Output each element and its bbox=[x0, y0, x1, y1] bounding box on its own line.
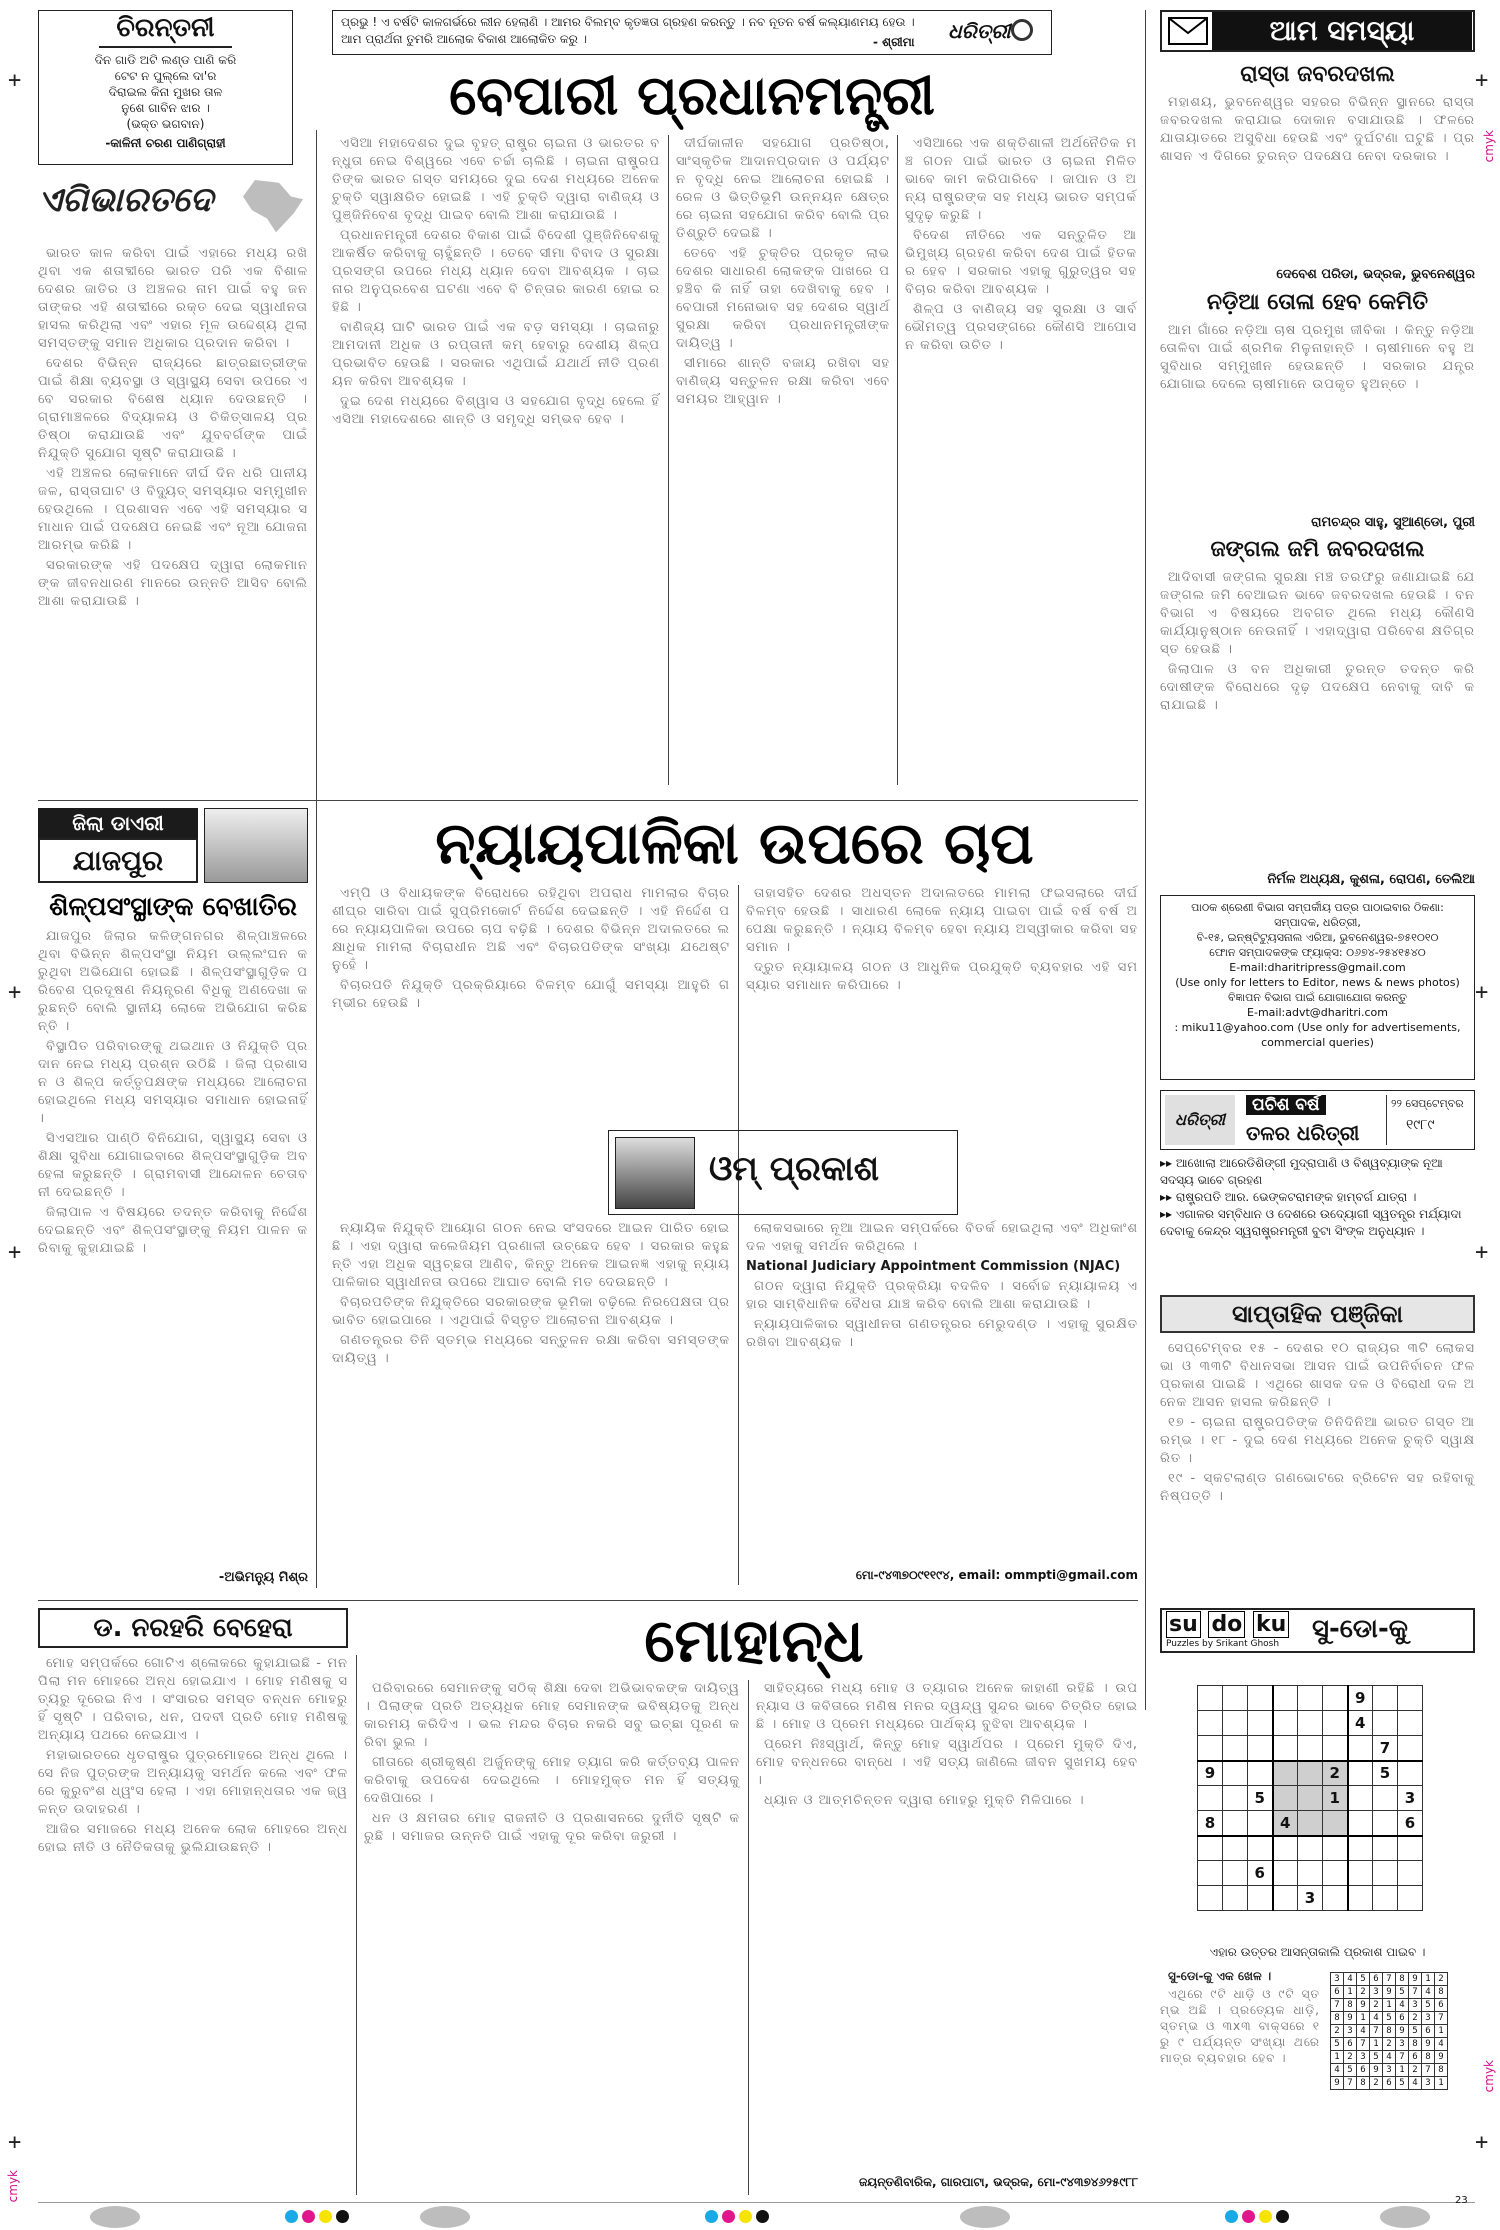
cmyk-mark: cmyk bbox=[1482, 2060, 1496, 2093]
ama-samasya-header bbox=[1160, 10, 1475, 52]
sudoku-cell[interactable] bbox=[1198, 1711, 1223, 1736]
sudoku-cell[interactable] bbox=[1273, 1761, 1298, 1786]
solution-cell: 2 bbox=[1409, 2064, 1422, 2077]
judiciary-contact: ମୋ-୯୪୩୭୦୯୧୧୯୪, email: ommpti@gmail.com bbox=[855, 1568, 1138, 1582]
sudoku-cell[interactable] bbox=[1248, 1736, 1273, 1761]
solution-cell: 1 bbox=[1422, 1973, 1435, 1986]
solution-cell: 8 bbox=[1435, 2064, 1448, 2077]
sudoku-cell[interactable] bbox=[1298, 1761, 1323, 1786]
sudoku-cell[interactable] bbox=[1323, 1686, 1348, 1711]
sudoku-grid bbox=[1197, 1685, 1423, 1911]
sudoku-cell[interactable]: 5 bbox=[1373, 1761, 1398, 1786]
temple-photo bbox=[204, 808, 308, 883]
email-link-press[interactable]: E-mail:dharitripress@gmail.com bbox=[1229, 961, 1406, 974]
sudoku-cell[interactable]: 1 bbox=[1323, 1786, 1348, 1811]
solution-cell: 2 bbox=[1357, 1986, 1370, 1999]
solution-cell: 1 bbox=[1331, 2051, 1344, 2064]
solution-cell: 9 bbox=[1435, 2051, 1448, 2064]
solution-cell: 3 bbox=[1409, 1999, 1422, 2012]
solution-cell: 2 bbox=[1383, 2038, 1396, 2051]
sudoku-cell[interactable]: 7 bbox=[1373, 1736, 1398, 1761]
sudoku-cell[interactable] bbox=[1248, 1836, 1273, 1861]
solution-cell: 4 bbox=[1383, 2051, 1396, 2064]
cyan-dot bbox=[1225, 2210, 1238, 2223]
story-rasta-title: ରାସ୍ତା ଜବରଦଖଲ bbox=[1240, 62, 1395, 87]
chirantani-title: ଚିରନ୍ତନୀ bbox=[116, 13, 215, 43]
story-nadia-title: ନଡ଼ିଆ ତୋଳା ହେବ କେମିତି bbox=[1206, 290, 1429, 315]
sudoku-cell[interactable] bbox=[1348, 1886, 1373, 1911]
sudoku-cell[interactable]: 3 bbox=[1298, 1886, 1323, 1911]
judiciary-col-2b: ଲୋକସଭାରେ ନୂଆ ଆଇନ ସମ୍ପର୍କରେ ବିତର୍କ ହୋଇଥିଲା ଏବଂ ଅଧିକାଂଶ ଦଳ ଏହାକୁ ସମର୍ଥନ କରିଥିଲେ । National Judiciary Appointment Commission (NJAC) ଗଠନ ଦ୍ୱାରା ନିଯୁକ୍ତି ପ୍ରକ୍ରିୟା ବଦଳିବ । ସର୍ବୋଚ୍ଚ ନ୍ୟାୟାଳୟ ଏହାର ସାମ୍ବିଧାନିକ ବୈଧତା ଯାଞ୍ଚ କରିବ ବୋଲି ଆଶା କରାଯାଉଛି । ନ୍ୟାୟପାଳିକାର ସ୍ୱାଧୀନତା ଗଣତନ୍ତ୍ରର ମେରୁଦଣ୍ଡ । ଏହାକୁ ସୁରକ୍ଷିତ ରଖିବା ଆବଶ୍ୟକ । bbox=[746, 1221, 1138, 1350]
solution-cell: 3 bbox=[1422, 2012, 1435, 2025]
solution-cell: 3 bbox=[1344, 2025, 1357, 2038]
solution-cell: 6 bbox=[1331, 1986, 1344, 1999]
sudoku-cell[interactable]: 2 bbox=[1323, 1761, 1348, 1786]
sudoku-cell[interactable] bbox=[1348, 1761, 1373, 1786]
solution-cell: 1 bbox=[1344, 1986, 1357, 1999]
sudoku-cell[interactable]: 4 bbox=[1348, 1711, 1373, 1736]
solution-cell: 8 bbox=[1383, 2025, 1396, 2038]
sudoku-cell[interactable] bbox=[1248, 1711, 1273, 1736]
pachisa-barsha-box bbox=[1160, 1090, 1475, 1150]
solution-cell: 6 bbox=[1383, 2077, 1396, 2090]
sudoku-cell[interactable] bbox=[1398, 1861, 1423, 1886]
solution-cell: 3 bbox=[1357, 2051, 1370, 2064]
registration-mark: + bbox=[8, 980, 22, 1005]
sudoku-cell[interactable] bbox=[1398, 1736, 1423, 1761]
solution-cell: 5 bbox=[1383, 2012, 1396, 2025]
solution-cell: 5 bbox=[1409, 2025, 1422, 2038]
top-quote-box bbox=[332, 10, 1052, 55]
sudoku-odia-title: ସୁ-ଡୋ-କୁ bbox=[1312, 1614, 1408, 1644]
magenta-dot bbox=[1242, 2210, 1255, 2223]
solution-cell: 7 bbox=[1383, 1973, 1396, 1986]
solution-cell: 3 bbox=[1370, 1986, 1383, 1999]
solution-cell: 3 bbox=[1383, 2064, 1396, 2077]
sudoku-cell[interactable] bbox=[1273, 1836, 1298, 1861]
sudoku-cell[interactable] bbox=[1223, 1886, 1248, 1911]
sudoku-cell[interactable] bbox=[1323, 1711, 1348, 1736]
sudoku-cell[interactable] bbox=[1273, 1786, 1298, 1811]
sudoku-cell[interactable] bbox=[1273, 1711, 1298, 1736]
editorial-headline: ବେପାରୀ ପ୍ରଧାନମନ୍ତ୍ରୀ bbox=[449, 64, 935, 127]
solution-cell: 8 bbox=[1396, 1973, 1409, 1986]
registration-oval bbox=[960, 2206, 1010, 2228]
sudoku-cell[interactable] bbox=[1223, 1861, 1248, 1886]
solution-cell: 2 bbox=[1331, 2025, 1344, 2038]
solution-cell: 4 bbox=[1344, 1973, 1357, 1986]
sudoku-cell[interactable] bbox=[1223, 1836, 1248, 1861]
pachisa-date-1: ୨୨ ସେପ୍ଟେମ୍ବର bbox=[1391, 1097, 1464, 1110]
solution-cell: 9 bbox=[1409, 1973, 1422, 1986]
solution-cell: 6 bbox=[1409, 2051, 1422, 2064]
sudoku-cell[interactable]: 6 bbox=[1248, 1861, 1273, 1886]
solution-cell: 7 bbox=[1422, 2064, 1435, 2077]
mohandha-headline: ମୋହାନ୍ଧ bbox=[644, 1606, 864, 1676]
judiciary-col-2a: ତାହାସହିତ ଦେଶର ଅଧସ୍ତନ ଅଦାଲତରେ ମାମଲା ଫଇସଲାରେ ଦୀର୍ଘ ବିଳମ୍ବ ହେଉଛି । ସାଧାରଣ ଲୋକେ ନ୍ୟାୟ ପାଇବା ପାଇଁ ବର୍ଷ ବର୍ଷ ଅପେକ୍ଷା କରୁଛନ୍ତି । ନ୍ୟାୟ ବିଳମ୍ବ ହେବା ନ୍ୟାୟ ଅସ୍ୱୀକାର କରିବା ସହ ସମାନ । ଦ୍ରୁତ ନ୍ୟାୟାଳୟ ଗଠନ ଓ ଆଧୁନିକ ପ୍ରଯୁକ୍ତି ବ୍ୟବହାର ଏହି ସମସ୍ୟାର ସମାଧାନ କରିପାରେ । bbox=[746, 886, 1138, 993]
editorial-col-2: ଦୀର୍ଘକାଳୀନ ସହଯୋଗ ପ୍ରତିଷ୍ଠା, ସାଂସ୍କୃତିକ ଆଦାନପ୍ରଦାନ ଓ ପର୍ଯ୍ୟଟନ ବୃଦ୍ଧି ନେଇ ଆଲୋଚନା ହୋଇଛି । ରେଳ ଓ ଭିତ୍ତିଭୂମି ଉନ୍ନୟନ କ୍ଷେତ୍ରରେ ଚାଇନା ସହଯୋଗ କରିବ ବୋଲି ପ୍ରତିଶ୍ରୁତି ଦେଇଛି । ତେବେ ଏହି ଚୁକ୍ତିର ପ୍ରକୃତ ଲାଭ ଦେଶର ସାଧାରଣ ଲୋକଙ୍କ ପାଖରେ ପହଞ୍ଚିବ କି ନାହିଁ ତାହା ଦେଖିବାକୁ ହେବ । ବେପାରୀ ମନୋଭାବ ସହ ଦେଶର ସ୍ୱାର୍ଥ ସୁରକ୍ଷା କରିବା ପ୍ରଧାନମନ୍ତ୍ରୀଙ୍କ ଦାୟିତ୍ୱ । ସୀମାରେ ଶାନ୍ତି ବଜାୟ ରଖିବା ସହ ବାଣିଜ୍ୟ ସନ୍ତୁଳନ ରକ୍ଷା କରିବା ଏବେ ସମୟର ଆହ୍ୱାନ । bbox=[676, 136, 890, 407]
solution-cell: 7 bbox=[1435, 2012, 1448, 2025]
zilla-diary-label: ଜିଲା ଡାଏରୀ bbox=[38, 808, 198, 838]
sudoku-cell[interactable] bbox=[1298, 1736, 1323, 1761]
editorial-col-1: ଏସିଆ ମହାଦେଶର ଦୁଇ ବୃହତ୍ ରାଷ୍ଟ୍ର ଚାଇନା ଓ ଭାରତର ବନ୍ଧୁତା ନେଇ ବିଶ୍ୱରେ ଏବେ ଚର୍ଚ୍ଚା ଚାଲିଛି । ଚାଇନା ରାଷ୍ଟ୍ରପତିଙ୍କ ଭାରତ ଗସ୍ତ ସମୟରେ ଦୁଇ ଦେଶ ମଧ୍ୟରେ ଅନେକ ଚୁକ୍ତି ସ୍ୱାକ୍ଷରିତ ହୋଇଛି । ଏହି ଚୁକ୍ତି ଦ୍ୱାରା ବାଣିଜ୍ୟ ଓ ପୁଞ୍ଜିନିବେଶ ବୃଦ୍ଧି ପାଇବ ବୋଲି ଆଶା କରାଯାଉଛି । ପ୍ରଧାନମନ୍ତ୍ରୀ ଦେଶର ବିକାଶ ପାଇଁ ବିଦେଶୀ ପୁଞ୍ଜିନିବେଶକୁ ଆକର୍ଷିତ କରିବାକୁ ଚାହୁଁଛନ୍ତି । ତେବେ ସୀମା ବିବାଦ ଓ ସୁରକ୍ଷା ପ୍ରସଙ୍ଗ ଉପରେ ମଧ୍ୟ ଧ୍ୟାନ ଦେବା ଆବଶ୍ୟକ । ଚାଇନାର ଅନୁପ୍ରବେଶ ଘଟଣା ଏବେ ବି ଚିନ୍ତାର କାରଣ ହୋଇ ରହିଛି । ବାଣିଜ୍ୟ ଘାଟି ଭାରତ ପାଇଁ ଏକ ବଡ଼ ସମସ୍ୟା । ଚାଇନାରୁ ଆମଦାନୀ ଅଧିକ ଓ ରପ୍ତାନୀ କମ୍ ହେବାରୁ ଦେଶୀୟ ଶିଳ୍ପ ପ୍ରଭାବିତ ହେଉଛି । ସରକାର ଏଥିପାଇଁ ଯଥାର୍ଥ ନୀତି ପ୍ରଣୟନ କରିବା ଆବଶ୍ୟକ । ଦୁଇ ଦେଶ ମଧ୍ୟରେ ବିଶ୍ୱାସ ଓ ସହଯୋଗ ବୃଦ୍ଧି ହେଲେ ହିଁ ଏସିଆ ମହାଦେଶରେ ଶାନ୍ତି ଓ ସମୃଦ୍ଧି ସମ୍ଭବ ହେବ । bbox=[332, 136, 660, 427]
pachisa-items bbox=[1160, 1155, 1475, 1240]
cyan-dot bbox=[705, 2210, 718, 2223]
solution-cell: 9 bbox=[1370, 2064, 1383, 2077]
solution-cell: 9 bbox=[1422, 2038, 1435, 2051]
solution-cell: 9 bbox=[1357, 1999, 1370, 2012]
sudoku-cell[interactable] bbox=[1373, 1686, 1398, 1711]
sudoku-cell[interactable]: 9 bbox=[1348, 1686, 1373, 1711]
sudoku-cell[interactable] bbox=[1248, 1686, 1273, 1711]
mohandha-col-2: ପରିବାରରେ ସେମାନଙ୍କୁ ସଠିକ୍ ଶିକ୍ଷା ଦେବା ଅଭିଭାବକଙ୍କ ଦାୟିତ୍ୱ । ପିଲାଙ୍କ ପ୍ରତି ଅତ୍ୟଧିକ ମୋହ ସେମାନଙ୍କ ଭବିଷ୍ୟତକୁ ଅନ୍ଧକାରମୟ କରିଦିଏ । ଭଲ ମନ୍ଦର ବିଚାର ନକରି ସବୁ ଇଚ୍ଛା ପୂରଣ କରିବା ଭୁଲ । ଗୀତାରେ ଶ୍ରୀକୃଷ୍ଣ ଅର୍ଜୁନଙ୍କୁ ମୋହ ତ୍ୟାଗ କରି କର୍ତ୍ତବ୍ୟ ପାଳନ କରିବାକୁ ଉପଦେଶ ଦେଇଥିଲେ । ମୋହମୁକ୍ତ ମନ ହିଁ ସତ୍ୟକୁ ଦେଖିପାରେ । ଧନ ଓ କ୍ଷମତାର ମୋହ ରାଜନୀତି ଓ ପ୍ରଶାସନରେ ଦୁର୍ନୀତି ସୃଷ୍ଟି କରୁଛି । ସମାଜର ଉନ୍ନତି ପାଇଁ ଏହାକୁ ଦୂର କରିବା ଜରୁରୀ । bbox=[364, 1681, 740, 1844]
solution-cell: 4 bbox=[1422, 1986, 1435, 1999]
sudoku-cell[interactable] bbox=[1373, 1711, 1398, 1736]
black-dot bbox=[1276, 2210, 1289, 2223]
sudoku-cell[interactable] bbox=[1248, 1811, 1273, 1836]
solution-cell: 6 bbox=[1422, 2025, 1435, 2038]
pachisa-title-2: ତଳର ଧରିତ୍ରୀ bbox=[1246, 1121, 1360, 1145]
sudoku-cell[interactable] bbox=[1348, 1836, 1373, 1861]
solution-cell: 9 bbox=[1396, 2025, 1409, 2038]
sudoku-cell[interactable] bbox=[1198, 1861, 1223, 1886]
bharatbarsha-title: ଏଗିଭାରତଦେ bbox=[38, 180, 213, 220]
sudoku-cell[interactable] bbox=[1373, 1811, 1398, 1836]
cmyk-mark: cmyk bbox=[6, 2170, 20, 2203]
yellow-dot bbox=[739, 2210, 752, 2223]
solution-cell: 8 bbox=[1344, 1999, 1357, 2012]
sudoku-cell[interactable] bbox=[1273, 1736, 1298, 1761]
sudoku-cell[interactable] bbox=[1273, 1686, 1298, 1711]
solution-cell: 1 bbox=[1357, 2012, 1370, 2025]
sudoku-cell[interactable] bbox=[1198, 1686, 1223, 1711]
page-number: 23 bbox=[1455, 2195, 1468, 2206]
solution-cell: 5 bbox=[1396, 1986, 1409, 1999]
sudoku-cell[interactable] bbox=[1298, 1861, 1323, 1886]
solution-cell: 7 bbox=[1344, 2077, 1357, 2090]
solution-cell: 3 bbox=[1422, 2077, 1435, 2090]
sudoku-cell[interactable] bbox=[1223, 1761, 1248, 1786]
sudoku-cell[interactable] bbox=[1323, 1861, 1348, 1886]
sudoku-cell[interactable] bbox=[1223, 1786, 1248, 1811]
solution-cell: 5 bbox=[1370, 2051, 1383, 2064]
solution-cell: 2 bbox=[1370, 2077, 1383, 2090]
pachisa-item: ▸▸ ଆଖୋଲା ଆରେଡିଶିଙ୍ଗୀ ମୁଦ୍ରାପାଣି ଓ ବିଶ୍ୱବ୍ୟାଙ୍କ ନୂଆ ସଦସ୍ୟ ଭାବେ ଗ୍ରହଣ bbox=[1160, 1156, 1443, 1187]
story-jungle-sign: ନିର୍ମଳ ଅଧ୍ୟକ୍ଷ, କୁଶଳା, ରୋପଣ, ତେଲିଆ bbox=[1267, 872, 1475, 887]
sudoku-cell[interactable] bbox=[1198, 1886, 1223, 1911]
solution-cell: 5 bbox=[1396, 2077, 1409, 2090]
registration-mark: + bbox=[1475, 2130, 1489, 2155]
pachisa-date-2: ୧୯୮୯ bbox=[1406, 1117, 1435, 1133]
solution-cell: 4 bbox=[1370, 2012, 1383, 2025]
pachisa-item: ▸▸ ରାଷ୍ଟ୍ରପତି ଆର. ଭେଙ୍କଟରାମଙ୍କ ହାମ୍‌ବର୍ଗ ଯାତ୍ରା । bbox=[1160, 1190, 1417, 1204]
registration-mark: + bbox=[8, 2130, 22, 2155]
sudoku-cell[interactable]: 3 bbox=[1398, 1786, 1423, 1811]
sudoku-cell[interactable] bbox=[1323, 1736, 1348, 1761]
solution-cell: 7 bbox=[1370, 2025, 1383, 2038]
ama-samasya-title: ଆମ ସମସ୍ୟା bbox=[1212, 12, 1472, 50]
mohandha-col-1: ମୋହ ସମ୍ପର୍କରେ ଗୋଟିଏ ଶ୍ଳୋକରେ କୁହାଯାଇଛି - ମନ ପିଲା ମନ ମୋହରେ ଅନ୍ଧ ହୋଇଯାଏ । ମୋହ ମଣିଷକୁ ସତ୍ୟରୁ ଦୂରେଇ ନିଏ । ସଂସାରର ସମସ୍ତ ବନ୍ଧନ ମୋହରୁ ହିଁ ସୃଷ୍ଟି । ପରିବାର, ଧନ, ପଦବୀ ପ୍ରତି ମୋହ ମଣିଷକୁ ଅନ୍ୟାୟ ପଥରେ ନେଇଯାଏ । ମହାଭାରତରେ ଧୃତରାଷ୍ଟ୍ର ପୁତ୍ରମୋହରେ ଅନ୍ଧ ଥିଲେ । ସେ ନିଜ ପୁତ୍ରଙ୍କ ଅନ୍ୟାୟକୁ ସମର୍ଥନ କଲେ ଏବଂ ଫଳରେ କୁରୁବଂଶ ଧ୍ୱଂସ ହେଲା । ଏହା ମୋହାନ୍ଧତାର ଏକ ଜ୍ୱଳନ୍ତ ଉଦାହରଣ । ଆଜିର ସମାଜରେ ମଧ୍ୟ ଅନେକ ଲୋକ ମୋହରେ ଅନ୍ଧ ହୋଇ ନୀତି ଓ ନୈତିକତାକୁ ଭୁଲିଯାଉଛନ୍ତି । bbox=[38, 1656, 348, 1855]
sudoku-cell[interactable] bbox=[1223, 1711, 1248, 1736]
story-rasta-body: ମହାଶୟ, ଭୁବନେଶ୍ୱର ସହରର ବିଭିନ୍ନ ସ୍ଥାନରେ ରାସ୍ତା ଜବରଦଖଲ କରାଯାଇ ଦୋକାନ ବସାଯାଉଛି । ଫଳରେ ଯାତାୟାତରେ ଅସୁବିଧା ହେଉଛି ଏବଂ ଦୁର୍ଘଟଣା ଘଟୁଛି । ପ୍ରଶାସନ ଏ ଦିଗରେ ତୁରନ୍ତ ପଦକ୍ଷେପ ନେବା ଦରକାର । bbox=[1160, 95, 1475, 164]
sudoku-cell[interactable] bbox=[1273, 1861, 1298, 1886]
zilla-diary-district: ଯାଜପୁର bbox=[38, 838, 198, 883]
sudoku-cell[interactable] bbox=[1298, 1836, 1323, 1861]
sudoku-cell[interactable] bbox=[1373, 1886, 1398, 1911]
sudoku-cell[interactable] bbox=[1198, 1836, 1223, 1861]
sudoku-cell[interactable] bbox=[1248, 1886, 1273, 1911]
black-dot bbox=[336, 2210, 349, 2223]
bharatbarsha-article: ଭାରତ କାଳ କରିବା ପାଇଁ ଏହାରେ ମଧ୍ୟ ରଖି ଥିବା ଏକ ଶତାବ୍ଦୀରେ ଭାରତ ପରି ଏକ ବିଶାଳ ଦେଶର ଜାତିର ଓ ଅଞ୍ଚଳର ନାମ ପାଇଁ ବହୁ ଜନତାଙ୍କର ଏହି ଶତାବ୍ଦୀରେ ରକ୍ତ ଦେଇ ସ୍ୱାଧୀନତା ହାସଲ କରିଥିଲା ଏବଂ ଏହାର ମୂଳ ଉଦ୍ଦେଶ୍ୟ ଥିଲା ସମସ୍ତଙ୍କୁ ସମାନ ଅଧିକାର ପ୍ରଦାନ କରିବା । ଦେଶର ବିଭିନ୍ନ ରାଜ୍ୟରେ ଛାତ୍ରଛାତ୍ରୀଙ୍କ ପାଇଁ ଶିକ୍ଷା ବ୍ୟବସ୍ଥା ଓ ସ୍ୱାସ୍ଥ୍ୟ ସେବା ଉପରେ ଏବେ ସରକାର ବିଶେଷ ଧ୍ୟାନ ଦେଉଛନ୍ତି । ଗ୍ରାମାଞ୍ଚଳରେ ବିଦ୍ୟାଳୟ ଓ ଚିକିତ୍ସାଳୟ ପ୍ରତିଷ୍ଠା କରାଯାଉଛି ଏବଂ ଯୁବବର୍ଗଙ୍କ ପାଇଁ ନିଯୁକ୍ତି ସୁଯୋଗ ସୃଷ୍ଟି କରାଯାଉଛି । ଏହି ଅଞ୍ଚଳର ଲୋକମାନେ ଦୀର୍ଘ ଦିନ ଧରି ପାନୀୟ ଜଳ, ରାସ୍ତାଘାଟ ଓ ବିଦ୍ୟୁତ୍ ସମସ୍ୟାର ସମ୍ମୁଖୀନ ହେଉଥିଲେ । ପ୍ରଶାସନ ଏବେ ଏହି ସମସ୍ୟାର ସମାଧାନ ପାଇଁ ପଦକ୍ଷେପ ନେଇଛି ଏବଂ ନୂଆ ଯୋଜନା ଆରମ୍ଭ କରିଛି । ସରକାରଙ୍କ ଏହି ପଦକ୍ଷେପ ଦ୍ୱାରା ଲୋକମାନଙ୍କ ଜୀବନଧାରଣ ମାନରେ ଉନ୍ନତି ଆସିବ ବୋଲି ଆଶା କରାଯାଉଛି । bbox=[38, 246, 308, 609]
sudoku-cell[interactable] bbox=[1323, 1836, 1348, 1861]
zilla-author: -ଅଭିମନ୍ୟୁ ମିଶ୍ର bbox=[218, 1570, 308, 1585]
magenta-dot bbox=[722, 2210, 735, 2223]
solution-cell: 4 bbox=[1331, 2064, 1344, 2077]
sudoku-cell[interactable] bbox=[1398, 1836, 1423, 1861]
solution-cell: 1 bbox=[1435, 2077, 1448, 2090]
dharitri-logo: ଧରିତ୍ରୀ bbox=[948, 19, 1011, 43]
solution-cell: 5 bbox=[1331, 2038, 1344, 2051]
solution-cell: 8 bbox=[1331, 2012, 1344, 2025]
solution-cell: 1 bbox=[1435, 2025, 1448, 2038]
yellow-dot bbox=[1259, 2210, 1272, 2223]
sudoku-rules: ସୁ-ଡୋ-କୁ ଏକ ଖେଳ । ଏଥିରେ ୯ଟି ଧାଡ଼ି ଓ ୯ଟି ସ୍ତମ୍ଭ ଅଛି । ପ୍ରତ୍ୟେକ ଧାଡ଼ି, ସ୍ତମ୍ଭ ଓ ୩x୩ ବାକ୍ସରେ ୧ରୁ ୯ ପର୍ଯ୍ୟନ୍ତ ସଂଖ୍ୟା ଥରେ ମାତ୍ର ବ୍ୟବହାର ହେବ । bbox=[1160, 1969, 1320, 2065]
solution-cell: 1 bbox=[1396, 2064, 1409, 2077]
solution-cell: 4 bbox=[1357, 2025, 1370, 2038]
solution-cell: 3 bbox=[1396, 2038, 1409, 2051]
solution-cell: 6 bbox=[1396, 2012, 1409, 2025]
solution-cell: 1 bbox=[1383, 1999, 1396, 2012]
judiciary-col-1a: ଏମ୍‌ପି ଓ ବିଧାୟକଙ୍କ ବିରୋଧରେ ରହିଥିବା ଅପରାଧ ମାମଲାର ବିଚାର ଶୀଘ୍ର ସାରିବା ପାଇଁ ସୁପ୍ରିମକୋର୍ଟ ନିର୍ଦ୍ଦେଶ ଦେଇଛନ୍ତି । ଏହି ନିର୍ଦ୍ଦେଶ ପରେ ନ୍ୟାୟପାଳିକା ଉପରେ ଚାପ ବଢ଼ିଛି । ଦେଶର ବିଭିନ୍ନ ଅଦାଲତରେ ଲକ୍ଷାଧିକ ମାମଲା ବିଚାରାଧୀନ ଅଛି ଏବଂ ବିଚାରପତିଙ୍କ ସଂଖ୍ୟା ଯଥେଷ୍ଟ ନୁହେଁ । ବିଚାରପତି ନିଯୁକ୍ତି ପ୍ରକ୍ରିୟାରେ ବିଳମ୍ବ ଯୋଗୁଁ ସମସ୍ୟା ଆହୁରି ଗମ୍ଭୀର ହେଉଛି । bbox=[332, 886, 730, 1011]
story-nadia-sign: ରାମଚନ୍ଦ୍ର ସାହୁ, ସୁଆଣ୍ଡୋ, ପୁରୀ bbox=[1311, 515, 1475, 530]
yellow-dot bbox=[319, 2210, 332, 2223]
sudoku-cell[interactable]: 6 bbox=[1398, 1811, 1423, 1836]
solution-cell: 9 bbox=[1331, 2077, 1344, 2090]
author-box bbox=[608, 1130, 958, 1215]
solution-cell: 2 bbox=[1409, 2012, 1422, 2025]
sudoku-cell[interactable] bbox=[1398, 1711, 1423, 1736]
sudoku-cell[interactable] bbox=[1398, 1761, 1423, 1786]
magenta-dot bbox=[302, 2210, 315, 2223]
envelope-icon bbox=[1168, 17, 1208, 45]
judiciary-col-1b: ନ୍ୟାୟିକ ନିଯୁକ୍ତି ଆୟୋଗ ଗଠନ ନେଇ ସଂସଦରେ ଆଇନ ପାରିତ ହୋଇଛି । ଏହା ଦ୍ୱାରା କଲେଜିୟମ ପ୍ରଣାଳୀ ଉଚ୍ଛେଦ ହେବ । ସରକାର କହୁଛନ୍ତି ଏହା ଅଧିକ ସ୍ୱଚ୍ଛତା ଆଣିବ, କିନ୍ତୁ ଅନେକ ଆଇନଜ୍ଞ ଏହାକୁ ନ୍ୟାୟପାଳିକାର ସ୍ୱାଧୀନତା ଉପରେ ଆଘାତ ବୋଲି ମତ ଦେଉଛନ୍ତି । ବିଚାରପତିଙ୍କ ନିଯୁକ୍ତିରେ ସରକାରଙ୍କ ଭୂମିକା ବଢ଼ିଲେ ନିରପେକ୍ଷତା ପ୍ରଭାବିତ ହୋଇପାରେ । ଏଥିପାଇଁ ବିସ୍ତୃତ ଆଲୋଚନା ଆବଶ୍ୟକ । ଗଣତନ୍ତ୍ରର ତିନି ସ୍ତମ୍ଭ ମଧ୍ୟରେ ସନ୍ତୁଳନ ରକ୍ଷା କରିବା ସମସ୍ତଙ୍କ ଦାୟିତ୍ୱ । bbox=[332, 1221, 730, 1366]
solution-cell: 2 bbox=[1435, 1973, 1448, 1986]
cyan-dot bbox=[285, 2210, 298, 2223]
sudoku-cell[interactable]: 8 bbox=[1198, 1811, 1223, 1836]
sudoku-cell[interactable] bbox=[1398, 1686, 1423, 1711]
solution-cell: 2 bbox=[1344, 2051, 1357, 2064]
sudoku-cell[interactable] bbox=[1348, 1786, 1373, 1811]
sudoku-cell[interactable] bbox=[1298, 1786, 1323, 1811]
sudoku-cell[interactable] bbox=[1223, 1686, 1248, 1711]
sudoku-solution-grid bbox=[1330, 1972, 1448, 2090]
top-quote-text: ପ୍ରଭୁ ! ଏ ବର୍ଷଟି କାଳଗର୍ଭରେ ଲୀନ ହେଲାଣି । ଆମର ବିଲମ୍ବ କୃତଜ୍ଞତା ଗ୍ରହଣ କରନ୍ତୁ । ନବ ନୂତନ ବର୍ଷ କଲ୍ୟାଣମୟ ହେଉ । ଆମ ପ୍ରାର୍ଥନା ତୁମରି ଆଲୋକ ବିକାଶ ଆଲୋକିତ କରୁ । bbox=[341, 15, 915, 46]
sudoku-answer-note: ଏହାର ଉତ୍ତର ଆସନ୍ତାକାଲି ପ୍ରକାଶ ପାଇବ । bbox=[1209, 1945, 1426, 1959]
sudoku-cell[interactable] bbox=[1298, 1686, 1323, 1711]
solution-cell: 7 bbox=[1409, 1986, 1422, 1999]
zilla-headline: ଶିଳ୍ପସଂସ୍ଥାଙ୍କ ବେଖାତିର bbox=[49, 892, 297, 922]
solution-cell: 8 bbox=[1409, 2038, 1422, 2051]
solution-cell: 7 bbox=[1331, 1999, 1344, 2012]
solution-cell: 9 bbox=[1344, 2012, 1357, 2025]
sudoku-cell[interactable] bbox=[1398, 1886, 1423, 1911]
registration-mark: + bbox=[8, 68, 22, 93]
sudoku-cell[interactable] bbox=[1348, 1736, 1373, 1761]
sudoku-cell[interactable] bbox=[1198, 1786, 1223, 1811]
judiciary-headline: ନ୍ୟାୟପାଳିକା ଉପରେ ଚାପ bbox=[435, 809, 1034, 877]
registration-mark: + bbox=[1475, 1240, 1489, 1265]
solution-cell: 4 bbox=[1396, 1999, 1409, 2012]
dharitri-small-logo: ଧରିତ୍ରୀ bbox=[1165, 1095, 1235, 1145]
chirantani-poem: ଦିନ ଗାଡି ଅଟି ଲଣ୍ଡ ପାଣି କରି ଟେଟ ନ ପୁଲ୍ଲେ ଦା'ର ଦିରାଇଲ କିନା ମୁଖର ତାଳ ନୁଶେ ଗାବିନ ଝାର । (ଭକ୍ତ ଭଗବାନ) bbox=[94, 53, 237, 131]
author-name: ଓମ୍ ପ୍ରକାଶ bbox=[709, 1149, 880, 1189]
sudoku-cell[interactable] bbox=[1223, 1736, 1248, 1761]
mohandha-contact: ଜୟନ୍ତଣିବାରିକ, ଗାରପାଟା, ଭଦ୍ରକ, ମୋ-୯୪୩୭୪୬୨୫୯୮୮ bbox=[859, 2175, 1138, 2189]
pachisa-title-1: ପଚିଶ ବର୍ଷ bbox=[1246, 1095, 1326, 1115]
bharatbarsha-header bbox=[38, 180, 308, 238]
chirantani-box bbox=[38, 10, 293, 165]
cmyk-mark: cmyk bbox=[1482, 130, 1496, 163]
sudoku-credit: Puzzles by Srikant Ghosh bbox=[1166, 1639, 1280, 1649]
solution-cell: 5 bbox=[1422, 1999, 1435, 2012]
solution-cell: 6 bbox=[1435, 1999, 1448, 2012]
sudoku-cell[interactable]: 5 bbox=[1248, 1786, 1273, 1811]
sudoku-cell[interactable] bbox=[1248, 1761, 1273, 1786]
story-jungle-body: ଆଦିବାସୀ ଜଙ୍ଗଲ ସୁରକ୍ଷା ମଞ୍ଚ ତରଫରୁ ଜଣାଯାଇଛି ଯେ ଜଙ୍ଗଲ ଜମି ବେଆଇନ ଭାବେ ଜବରଦଖଲ ହେଉଛି । ବନ ବିଭାଗ ଏ ବିଷୟରେ ଅବଗତ ଥିଲେ ମଧ୍ୟ କୌଣସି କାର୍ଯ୍ୟାନୁଷ୍ଠାନ ନେଉନାହିଁ । ଏହାଦ୍ୱାରା ପରିବେଶ କ୍ଷତିଗ୍ରସ୍ତ ହେଉଛି । ଜିଲାପାଳ ଓ ବନ ଅଧିକାରୀ ତୁରନ୍ତ ତଦନ୍ତ କରି ଦୋଷୀଙ୍କ ବିରୋଧରେ ଦୃଢ଼ ପଦକ୍ଷେପ ନେବାକୁ ଦାବି କରାଯାଇଛି । bbox=[1160, 570, 1475, 713]
email-link-commercial[interactable]: : miku11@yahoo.com (Use only for advertisements, commercial queries) bbox=[1174, 1021, 1461, 1049]
sudoku-cell[interactable] bbox=[1223, 1811, 1248, 1836]
story-nadia-body: ଆମ ଗାଁରେ ନଡ଼ିଆ ଚାଷ ପ୍ରମୁଖ ଜୀବିକା । କିନ୍ତୁ ନଡ଼ିଆ ତୋଳିବା ପାଇଁ ଶ୍ରମିକ ମିଳୁନାହାନ୍ତି । ଚାଷୀମାନେ ବହୁ ଅସୁବିଧାର ସମ୍ମୁଖୀନ ହେଉଛନ୍ତି । ସରକାର ଯନ୍ତ୍ର ଯୋଗାଇ ଦେଲେ ଚାଷୀମାନେ ଉପକୃତ ହୁଅନ୍ତେ । bbox=[1160, 323, 1475, 392]
weekly-title: ସାପ୍ତାହିକ ପଞ୍ଜିକା bbox=[1160, 1295, 1475, 1333]
story-rasta-sign: ଦେବେଶ ପରିଡା, ଭଦ୍ରକ, ଭୁବନେଶ୍ୱର bbox=[1276, 267, 1475, 282]
sudoku-cell[interactable] bbox=[1323, 1886, 1348, 1911]
registration-oval bbox=[1380, 2206, 1430, 2228]
registration-mark: + bbox=[8, 1240, 22, 1265]
sudoku-cell[interactable] bbox=[1323, 1811, 1348, 1836]
solution-cell: 8 bbox=[1357, 2077, 1370, 2090]
solution-cell: 5 bbox=[1357, 1973, 1370, 1986]
zilla-article: ଯାଜପୁର ଜିଲାର କଳିଙ୍ଗନଗର ଶିଳ୍ପାଞ୍ଚଳରେ ଥିବା ବିଭିନ୍ନ ଶିଳ୍ପସଂସ୍ଥା ନିୟମ ଉଲ୍ଲଂଘନ କରୁଥିବା ଅଭିଯୋଗ ହୋଇଛି । ଶିଳ୍ପସଂସ୍ଥାଗୁଡ଼ିକ ପରିବେଶ ପ୍ରଦୂଷଣ ନିୟନ୍ତ୍ରଣ ବିଧିକୁ ଅଣଦେଖା କରୁଛନ୍ତି ବୋଲି ସ୍ଥାନୀୟ ଲୋକେ ଅଭିଯୋଗ କରିଛନ୍ତି । ବିସ୍ଥାପିତ ପରିବାରଙ୍କୁ ଥଇଥାନ ଓ ନିଯୁକ୍ତି ପ୍ରଦାନ ନେଇ ମଧ୍ୟ ପ୍ରଶ୍ନ ଉଠିଛି । ଜିଲା ପ୍ରଶାସନ ଓ ଶିଳ୍ପ କର୍ତ୍ତୃପକ୍ଷଙ୍କ ମଧ୍ୟରେ ଆଲୋଚନା ହୋଇଥିଲେ ମଧ୍ୟ ସମସ୍ୟାର ସମାଧାନ ହୋଇନାହିଁ । ସିଏସଆର ପାଣ୍ଠି ବିନିଯୋଗ, ସ୍ୱାସ୍ଥ୍ୟ ସେବା ଓ ଶିକ୍ଷା ସୁବିଧା ଯୋଗାଇବାରେ ଶିଳ୍ପସଂସ୍ଥାଗୁଡ଼ିକ ଅବହେଳା କରୁଛନ୍ତି । ଗ୍ରାମବାସୀ ଆନ୍ଦୋଳନ ଚେତାବନୀ ଦେଇଛନ୍ତି । ଜିଲାପାଳ ଏ ବିଷୟରେ ତଦନ୍ତ କରିବାକୁ ନିର୍ଦ୍ଦେଶ ଦେଇଛନ୍ତି ଏବଂ ଶିଳ୍ପସଂସ୍ଥାଙ୍କୁ ନିୟମ ପାଳନ କରିବାକୁ କୁହାଯାଇଛି । bbox=[38, 929, 308, 1256]
top-quote-author: - ଶ୍ରୀମା bbox=[873, 35, 915, 49]
solution-cell: 3 bbox=[1331, 1973, 1344, 1986]
sudoku-cell[interactable] bbox=[1198, 1736, 1223, 1761]
mohandha-col-3: ସାହିତ୍ୟରେ ମଧ୍ୟ ମୋହ ଓ ତ୍ୟାଗର ଅନେକ କାହାଣୀ ରହିଛି । ଉପନ୍ୟାସ ଓ କବିତାରେ ମଣିଷ ମନର ଦ୍ୱନ୍ଦ୍ୱ ସୁନ୍ଦର ଭାବେ ଚିତ୍ରିତ ହୋଇଛି । ମୋହ ଓ ପ୍ରେମ ମଧ୍ୟରେ ପାର୍ଥକ୍ୟ ବୁଝିବା ଆବଶ୍ୟକ । ପ୍ରେମ ନିଃସ୍ୱାର୍ଥ, କିନ୍ତୁ ମୋହ ସ୍ୱାର୍ଥପର । ପ୍ରେମ ମୁକ୍ତି ଦିଏ, ମୋହ ବନ୍ଧନରେ ବାନ୍ଧେ । ଏହି ସତ୍ୟ ଜାଣିଲେ ଜୀବନ ସୁଖମୟ ହେବ । ଧ୍ୟାନ ଓ ଆତ୍ମଚିନ୍ତନ ଦ୍ୱାରା ମୋହରୁ ମୁକ୍ତି ମିଳିପାରେ । bbox=[756, 1681, 1138, 1808]
solution-cell: 2 bbox=[1370, 1999, 1383, 2012]
solution-cell: 4 bbox=[1409, 2077, 1422, 2090]
chirantani-author: -କାଳିନୀ ଚରଣ ପାଣିଗ୍ରାହୀ bbox=[105, 136, 226, 150]
registration-oval bbox=[90, 2206, 140, 2228]
editorial-col-3: ଏସିଆରେ ଏକ ଶକ୍ତିଶାଳୀ ଅର୍ଥନୈତିକ ମଞ୍ଚ ଗଠନ ପାଇଁ ଭାରତ ଓ ଚାଇନା ମିଳିତ ଭାବେ କାମ କରିପାରିବେ । ଜାପାନ ଓ ଅନ୍ୟ ରାଷ୍ଟ୍ରଙ୍କ ସହ ମଧ୍ୟ ଭାରତ ସମ୍ପର୍କ ସୁଦୃଢ଼ କରୁଛି । ବିଦେଶ ନୀତିରେ ଏକ ସନ୍ତୁଳିତ ଆଭିମୁଖ୍ୟ ଗ୍ରହଣ କରିବା ଦେଶ ପାଇଁ ହିତକର ହେବ । ସରକାର ଏହାକୁ ଗୁରୁତ୍ୱର ସହ ବିଚାର କରିବା ଆବଶ୍ୟକ । ଶିଳ୍ପ ଓ ବାଣିଜ୍ୟ ସହ ସୁରକ୍ଷା ଓ ସାର୍ବଭୌମତ୍ୱ ପ୍ରସଙ୍ଗରେ କୌଣସି ଆପୋସ ନ କରିବା ଉଚିତ । bbox=[905, 136, 1137, 353]
contact-box: ପାଠକ ଶ୍ରେଣୀ ବିଭାଗ ସମ୍ପର୍କୀୟ ପତ୍ର ପାଠାଇବାର ଠିକଣା: ସମ୍ପାଦକ, ଧରିତ୍ରୀ, ବି-୧୫, ଇନ୍‌ଷ୍ଟିଟ୍ୟୁସନାଲ ଏରିଆ, ଭୁବନେଶ୍ୱର-୭୫୧୦୧୦ ଫୋନ ସମ୍ପାଦକଙ୍କ ଫ୍ୟାକ୍ସ: ୦୬୭୪-୨୫୪୧୫୪୦ E-mail:dharitripress@gmail.com (Use only for letters to Editor, news & news photos) ବିଜ୍ଞାପନ ବିଭାଗ ପାଇଁ ଯୋଗାଯୋଗ କରନ୍ତୁ E-mail:advt@dharitri.com : miku11@yahoo.com (Use only for advertisements, commercial queries) bbox=[1160, 895, 1475, 1080]
sudoku-cell[interactable] bbox=[1373, 1786, 1398, 1811]
registration-mark: + bbox=[1475, 68, 1489, 93]
registration-mark: + bbox=[1475, 980, 1489, 1005]
solution-cell: 6 bbox=[1344, 2038, 1357, 2051]
mohandha-author-title: ଡ. ନରହରି ବେହେରା bbox=[38, 1608, 348, 1648]
sudoku-cell[interactable]: 9 bbox=[1198, 1761, 1223, 1786]
sudoku-cell[interactable] bbox=[1348, 1811, 1373, 1836]
email-link-advt[interactable]: E-mail:advt@dharitri.com bbox=[1247, 1006, 1388, 1019]
sudoku-cell[interactable] bbox=[1348, 1861, 1373, 1886]
solution-cell: 7 bbox=[1396, 2051, 1409, 2064]
sudoku-cell[interactable] bbox=[1273, 1886, 1298, 1911]
emblem-icon bbox=[1011, 19, 1033, 41]
registration-oval bbox=[420, 2206, 470, 2228]
njac-text: National Judiciary Appointment Commission (NJAC) bbox=[746, 1259, 1121, 1274]
solution-cell: 6 bbox=[1357, 2064, 1370, 2077]
sudoku-cell[interactable] bbox=[1298, 1811, 1323, 1836]
solution-cell: 6 bbox=[1370, 1973, 1383, 1986]
sudoku-cell[interactable] bbox=[1373, 1861, 1398, 1886]
story-jungle-title: ଜଙ୍ଗଲ ଜମି ଜବରଦଖଲ bbox=[1210, 537, 1425, 562]
solution-cell: 9 bbox=[1383, 1986, 1396, 1999]
pachisa-item: ▸▸ ଏଗାଳର ସମ୍ବିଧାନ ଓ ଦେଶରେ ଉଦ୍ୟୋଗୀ ସ୍ୱତନ୍ତ୍ର ମର୍ଯ୍ୟାଦା ଦେବାକୁ କେନ୍ଦ୍ର ସ୍ୱରାଷ୍ଟ୍ରମନ୍ତ୍ରୀ ବୁଟା ସିଂଙ୍କ ଅନୁଧ୍ୟାନ । bbox=[1160, 1207, 1462, 1238]
solution-cell: 7 bbox=[1357, 2038, 1370, 2051]
weekly-body: ସେପ୍ଟେମ୍ବର ୧୫ - ଦେଶର ୧୦ ରାଜ୍ୟର ୩ଟି ଲୋକସଭା ଓ ୩୩ଟି ବିଧାନସଭା ଆସନ ପାଇଁ ଉପନିର୍ବାଚନ ଫଳ ପ୍ରକାଶ ପାଇଛି । ଏଥିରେ ଶାସକ ଦଳ ଓ ବିରୋଧୀ ଦଳ ଅନେକ ଆସନ ହାସଲ କରିଛନ୍ତି । ୧୭ - ଚାଇନା ରାଷ୍ଟ୍ରପତିଙ୍କ ତିନିଦିନିଆ ଭାରତ ଗସ୍ତ ଆରମ୍ଭ । ୧୮ - ଦୁଇ ଦେଶ ମଧ୍ୟରେ ଅନେକ ଚୁକ୍ତି ସ୍ୱାକ୍ଷରିତ । ୧୯ - ସ୍କଟଲାଣ୍ଡ ଗଣଭୋଟରେ ବ୍ରିଟେନ ସହ ରହିବାକୁ ନିଷ୍ପତ୍ତି । bbox=[1160, 1341, 1475, 1504]
sudoku-header bbox=[1160, 1608, 1475, 1653]
black-dot bbox=[756, 2210, 769, 2223]
solution-cell: 4 bbox=[1435, 2038, 1448, 2051]
solution-cell: 8 bbox=[1435, 1986, 1448, 1999]
sudoku-logo: su do ku bbox=[1166, 1612, 1289, 1637]
solution-cell: 8 bbox=[1422, 2051, 1435, 2064]
solution-cell: 1 bbox=[1370, 2038, 1383, 2051]
author-photo bbox=[615, 1137, 695, 1209]
sudoku-cell[interactable]: 4 bbox=[1273, 1811, 1298, 1836]
solution-cell: 5 bbox=[1344, 2064, 1357, 2077]
sudoku-cell[interactable] bbox=[1373, 1836, 1398, 1861]
sudoku-cell[interactable] bbox=[1298, 1711, 1323, 1736]
